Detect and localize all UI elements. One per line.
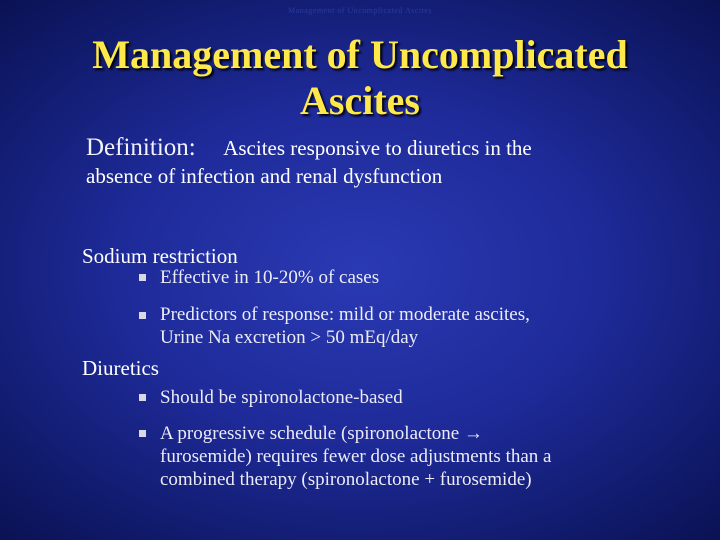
- bullet-line: A progressive schedule (spironolactone →: [160, 423, 483, 444]
- square-bullet-icon: [139, 274, 146, 281]
- watermark-text: Management of Uncomplicated Ascites: [288, 6, 432, 15]
- bullet-item-sodium-2: [160, 303, 640, 349]
- bullet-line: Should be spironolactone-based: [160, 387, 403, 408]
- definition-text-2: absence of infection and renal dysfunction: [86, 164, 443, 188]
- bullet-line: Predictors of response: mild or moderate ascites,: [160, 304, 530, 325]
- square-bullet-icon: [139, 430, 146, 437]
- section-heading-sodium: Sodium restriction: [82, 244, 238, 268]
- bullet-item-diuretics-1: [160, 386, 640, 409]
- bullet-item-diuretics-2: [160, 422, 640, 491]
- section-heading-diuretics: Diuretics: [82, 356, 159, 380]
- square-bullet-icon: [139, 394, 146, 401]
- bullet-line: Urine Na excretion > 50 mEq/day: [160, 327, 419, 348]
- bullet-line: combined therapy (spironolactone + furosemide): [160, 469, 532, 490]
- bullet-item-sodium-1: [160, 266, 640, 289]
- definition-block: [86, 134, 686, 190]
- title-line-1: Management of Uncomplicated: [92, 32, 628, 77]
- square-bullet-icon: [139, 312, 146, 319]
- definition-text-1: Ascites responsive to diuretics in the: [223, 136, 532, 160]
- bullet-line: furosemide) requires fewer dose adjustments than a: [160, 446, 552, 467]
- slide-title: [0, 32, 720, 124]
- bullet-line: Effective in 10-20% of cases: [160, 267, 380, 288]
- definition-label: Definition:: [86, 134, 196, 161]
- title-line-2: Ascites: [300, 78, 420, 123]
